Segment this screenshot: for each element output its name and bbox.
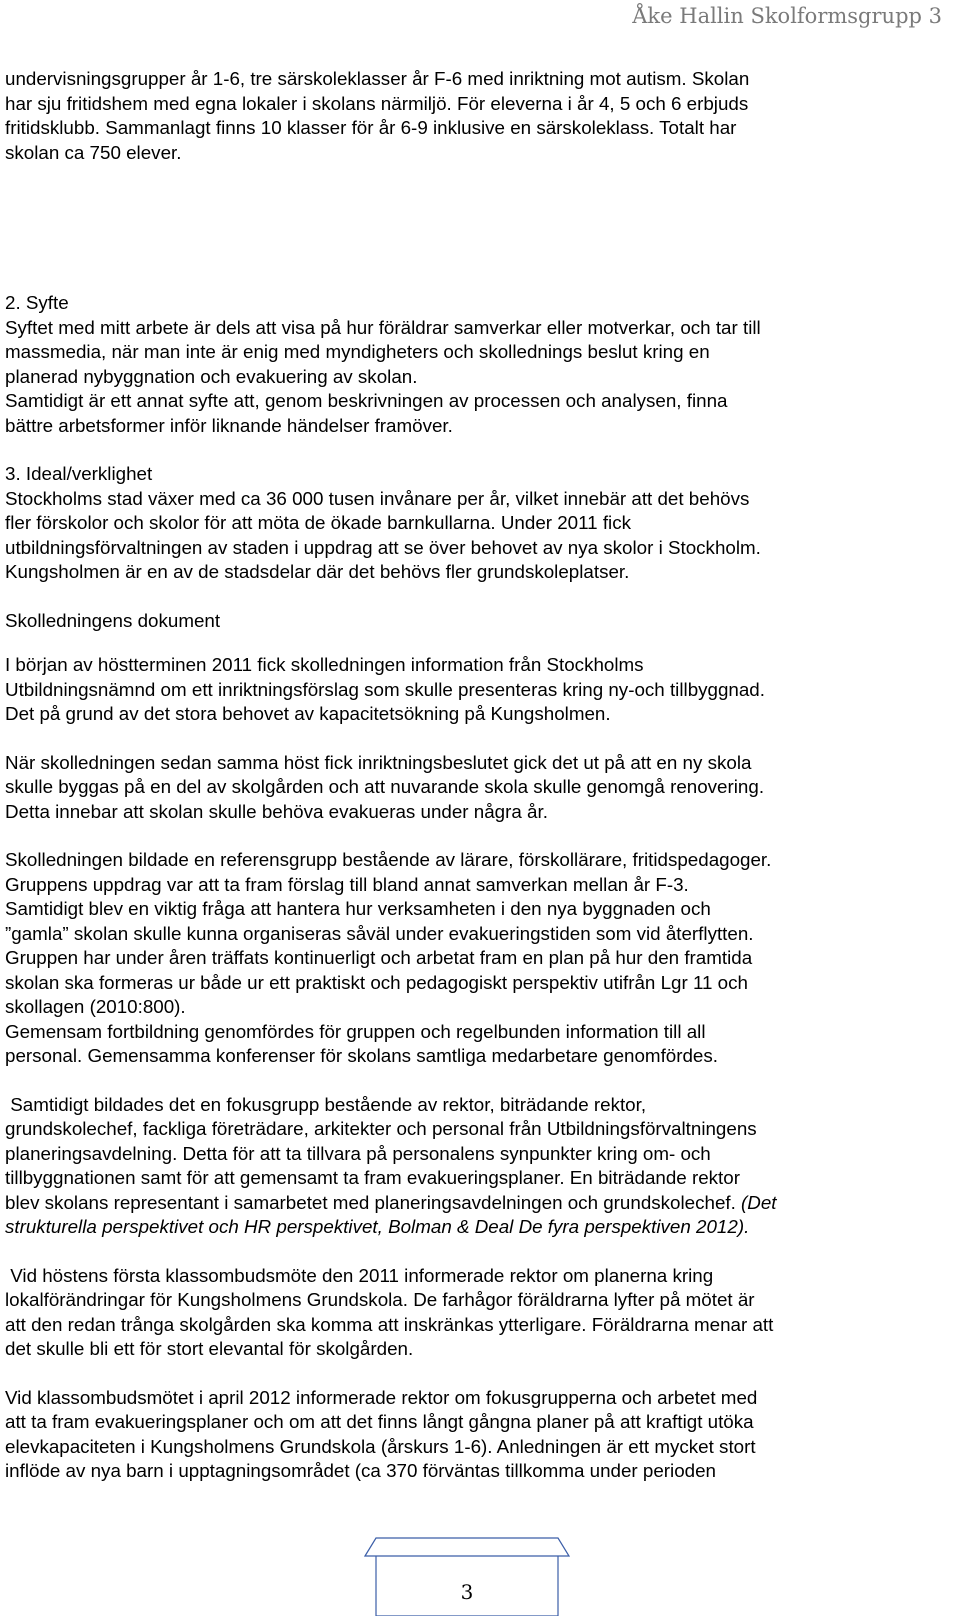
spacer <box>5 438 945 462</box>
text-line: I början av höstterminen 2011 fick skolledningen information från Stockholms <box>5 654 644 675</box>
text-line: ”gamla” skolan skulle kunna organiseras såväl under evakueringstiden som vid återflytten. <box>5 922 754 944</box>
text-line: grundskolechef, fackliga företrädare, arkitekter och personal från Utbildningsförvaltningens <box>5 1118 757 1139</box>
text-line: Syftet med mitt arbete är dels att visa på hur föräldrar samverkar eller motverkar, och tar till <box>5 316 761 338</box>
text-line: När skolledningen sedan samma höst fick inriktningsbeslutet gick det ut på att en ny skola <box>5 751 752 773</box>
section-2-paragraph <box>5 291 945 438</box>
text-line: Gruppen har under åren träffats kontinuerligt och arbetat fram en plan på hur den framtida <box>5 947 753 968</box>
text-line: skulle byggas på en del av skolgården och att nuvarande skola skulle genomgå renovering. <box>5 776 765 797</box>
text-line: inflöde av nya barn i upptagningsområdet (ca 370 förväntas tillkomma under perioden <box>5 1460 716 1481</box>
spacer <box>5 1069 945 1093</box>
spacer <box>5 1362 945 1386</box>
text-line: Skolledningen bildade en referensgrupp bestående av lärare, förskollärare, fritidspedagoger. <box>5 849 772 870</box>
text-line: skollagen (2010:800). <box>5 996 186 1017</box>
text-line: Kungsholmen är en av de stadsdelar där det behövs fler grundskoleplatser. <box>5 561 630 582</box>
section-heading-ideal: 3. Ideal/verklighet <box>5 463 153 484</box>
text-line: Samtidigt bildades det en fokusgrupp bestående av rektor, biträdande rektor, <box>5 1093 647 1115</box>
paragraph <box>5 1264 945 1362</box>
text-line: fler förskolor och skolor för att möta de ökade barnkullarna. Under 2011 fick <box>5 512 632 533</box>
section-heading-syfte: 2. Syfte <box>5 292 69 313</box>
spacer <box>5 585 945 609</box>
text-line: Gemensam fortbildning genomfördes för gruppen och regelbunden information till all <box>5 1020 706 1042</box>
spacer <box>5 824 945 848</box>
text-line: Samtidigt är ett annat syfte att, genom beskrivningen av processen och analysen, finna <box>5 390 728 411</box>
text-line: skolan ca 750 elever. <box>5 141 182 163</box>
text-line: bättre arbetsformer inför liknande händelser framöver. <box>5 414 453 436</box>
text-line: Utbildningsnämnd om ett inriktningsförslag som skulle presenteras kring ny-och tillbyggnad. <box>5 678 765 700</box>
text-line: Vid höstens första klassombudsmöte den 2011 informerade rektor om planerna kring <box>5 1264 714 1286</box>
intro-paragraph <box>5 67 945 165</box>
text-line: har sju fritidshem med egna lokaler i skolans närmiljö. För eleverna i år 4, 5 och 6 erbjuds <box>5 92 749 114</box>
paragraph <box>5 1093 945 1240</box>
text-run: blev skolans representant i samarbetet med planeringsavdelningen och grundskolechef. <box>5 1191 742 1213</box>
paragraph <box>5 751 945 825</box>
text-line: massmedia, när man inte är enig med myndigheters och skollednings beslut kring en <box>5 341 710 362</box>
document-body <box>5 67 945 1484</box>
paragraph <box>5 848 945 1069</box>
text-line: planeringsavdelning. Detta för att ta tillvara på personalens synpunkter kring om- och <box>5 1142 711 1164</box>
text-line: tillbyggnationen samt för att gemensamt ta fram evakueringsplaner. En biträdande rektor <box>5 1167 740 1188</box>
section-heading-skolledningens-dokument: Skolledningens dokument <box>5 609 221 631</box>
spacer <box>5 165 945 291</box>
paragraph <box>5 1386 945 1484</box>
text-line: Gruppens uppdrag var att ta fram förslag till bland annat samverkan mellan år F-3. <box>5 873 689 895</box>
text-line: det skulle bli ett för stort elevantal för skolgården. <box>5 1338 414 1359</box>
page-number: 3 <box>460 1580 474 1604</box>
text-line: lokalförändringar för Kungsholmens Grundskola. De farhågor föräldrarna lyfter på mötet är <box>5 1289 755 1310</box>
text-line <box>5 1191 945 1216</box>
text-line: Stockholms stad växer med ca 36 000 tusen invånare per år, vilket innebär att det behövs <box>5 487 750 509</box>
skolledning-heading-paragraph <box>5 609 945 634</box>
spacer <box>5 1240 945 1264</box>
text-line: Detta innebar att skolan skulle behöva evakueras under några år. <box>5 800 548 822</box>
paragraph <box>5 653 945 727</box>
spacer <box>5 727 945 751</box>
text-line: skolan ska formeras ur både ur ett praktiskt och pedagogiskt perspektiv utifrån Lgr 11 och <box>5 971 748 993</box>
text-line: Vid klassombudsmötet i april 2012 informerade rektor om fokusgrupperna och arbetet med <box>5 1386 758 1408</box>
text-line: planerad nybyggnation och evakuering av skolan. <box>5 365 418 387</box>
text-line: Samtidigt blev en viktig fråga att hantera hur verksamheten i den nya byggnaden och <box>5 898 711 919</box>
citation-run: (Det <box>741 1191 777 1213</box>
text-line: att ta fram evakueringsplaner och om att det finns långt gångna planer på att kraftigt utöka <box>5 1411 754 1432</box>
page-number-box <box>364 1536 570 1616</box>
running-header: Åke Hallin Skolformsgrupp 3 <box>632 4 942 28</box>
text-line: utbildningsförvaltningen av staden i uppdrag att se över behovet av nya skolor i Stockholm. <box>5 536 761 558</box>
text-line: att den redan trånga skolgården ska komma att inskränkas ytterligare. Föräldrarna menar att <box>5 1313 774 1335</box>
spacer <box>5 633 945 653</box>
page-number-frame-shape <box>364 1536 570 1616</box>
text-line: personal. Gemensamma konferenser för skolans samtliga medarbetare genomfördes. <box>5 1045 718 1066</box>
text-line: fritidsklubb. Sammanlagt finns 10 klasser för år 6-9 inklusive en särskoleklass. Totalt har <box>5 117 737 138</box>
citation-line: strukturella perspektivet och HR perspektivet, Bolman & Deal De fyra perspektiven 2012). <box>5 1216 750 1237</box>
text-line: undervisningsgrupper år 1-6, tre särskoleklasser år F-6 med inriktning mot autism. Skolan <box>5 68 750 89</box>
text-line: Det på grund av det stora behovet av kapacitetsökning på Kungsholmen. <box>5 703 611 724</box>
text-line: elevkapaciteten i Kungsholmens Grundskola (årskurs 1-6). Anledningen är ett mycket stort <box>5 1435 756 1457</box>
section-3-paragraph <box>5 462 945 585</box>
